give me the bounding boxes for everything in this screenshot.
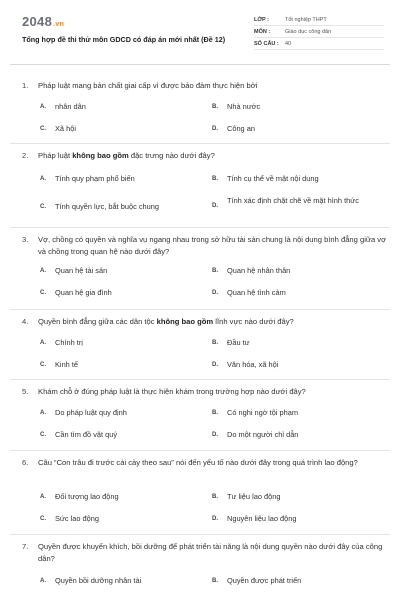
option-c[interactable]: C. Kinh tế	[40, 360, 79, 369]
question-divider	[10, 534, 390, 535]
question-divider	[10, 227, 390, 228]
question-text: Câu “Con trâu đi trước cái cày theo sau” nói đến yếu tố nào dưới đây trong quá trình lao động?	[38, 458, 358, 467]
option-b[interactable]: B. Tư liệu lao động	[212, 492, 281, 501]
option-b[interactable]: B. Nhà nước	[212, 102, 261, 111]
question-text: Vợ, chồng có quyền và nghĩa vụ ngang nhau trong sở hữu tài sản chung là nội dung bình đẳng giữa vợ và chồng trong quan hệ nào dưới đây?	[38, 235, 387, 256]
question-divider	[10, 143, 390, 144]
option-d[interactable]: D. Văn hóa, xã hội	[212, 360, 279, 369]
question-text: Quyền được khuyến khích, bồi dưỡng để phát triển tài năng là nội dung quyền nào dưới đây của công dân?	[38, 542, 383, 563]
option-d[interactable]: D. Công an	[212, 124, 255, 133]
option-a[interactable]: A. Đối tượng lao động	[40, 492, 119, 501]
option-b[interactable]: B. Quyền được phát triển	[212, 576, 302, 585]
question-text: Pháp luật không bao gồm đặc trưng nào dưới đây?	[38, 151, 215, 160]
info-row-class: LỚP : Tốt nghiệp THPT	[254, 14, 384, 26]
option-c[interactable]: C. Sức lao động	[40, 514, 99, 523]
option-d[interactable]: D. Quan hệ tình cảm	[212, 288, 286, 297]
question-divider	[10, 309, 390, 310]
question-2: 2. Pháp luật không bao gồm đặc trưng nào dưới đây?	[22, 151, 215, 160]
question-text: Khám chỗ ở đúng pháp luật là thực hiện khám trong trường hợp nào dưới đây?	[38, 387, 306, 396]
question-divider	[10, 450, 390, 451]
option-c[interactable]: C. Cần tìm đồ vật quý	[40, 430, 118, 439]
option-c[interactable]: C. Tính quyền lực, bắt buộc chung	[40, 202, 159, 211]
question-divider	[10, 379, 390, 380]
site-logo[interactable]: 2048.vn	[22, 14, 65, 29]
option-d[interactable]: D. Tính xác định chặt chẽ về mặt hình thức	[212, 196, 359, 209]
question-6: 6. Câu “Con trâu đi trước cái cày theo sau” nói đến yếu tố nào dưới đây trong quá trình lao động?	[22, 458, 358, 467]
option-c[interactable]: C. Xã hội	[40, 124, 76, 133]
question-3: 3. Vợ, chồng có quyền và nghĩa vụ ngang nhau trong sở hữu tài sản chung là nội dung bình đẳng giữa vợ và chồng trong quan hệ nào dưới đây?	[22, 235, 387, 256]
option-d[interactable]: D. Nguyên liệu lao động	[212, 514, 297, 523]
option-a[interactable]: A. nhân dân	[40, 102, 86, 111]
option-b[interactable]: B. Tính cụ thể về mặt nội dung	[212, 174, 319, 183]
option-a[interactable]: A. Quyền bồi dưỡng nhân tài	[40, 576, 142, 585]
option-b[interactable]: B. Có nghi ngờ tội phạm	[212, 408, 298, 417]
info-row-count: SỐ CÂU : 40	[254, 38, 384, 50]
question-7: 7. Quyền được khuyến khích, bồi dưỡng để phát triển tài năng là nội dung quyền nào dưới đây của công dân?	[22, 541, 388, 564]
option-a[interactable]: A. Do pháp luật quy định	[40, 408, 127, 417]
option-b[interactable]: B. Đầu tư	[212, 338, 250, 347]
question-text: Quyền bình đẳng giữa các dân tộc không bao gồm lĩnh vực nào dưới đây?	[38, 317, 294, 326]
question-1: 1. Pháp luật mang bản chất giai cấp vì được bảo đảm thực hiện bởi	[22, 81, 258, 90]
option-a[interactable]: A. Tính quy phạm phổ biến	[40, 174, 135, 183]
info-row-subject: MÔN : Giáo dục công dân	[254, 26, 384, 38]
page-header	[0, 0, 400, 62]
question-5: 5. Khám chỗ ở đúng pháp luật là thực hiện khám trong trường hợp nào dưới đây?	[22, 387, 306, 396]
option-a[interactable]: A. Quan hệ tài sản	[40, 266, 108, 275]
option-a[interactable]: A. Chính trị	[40, 338, 83, 347]
exam-title: Tổng hợp đề thi thử môn GDCD có đáp án mới nhất (Đề 12)	[22, 35, 226, 44]
option-c[interactable]: C. Quan hệ gia đình	[40, 288, 112, 297]
header-divider	[10, 64, 390, 65]
question-text: Pháp luật mang bản chất giai cấp vì được bảo đảm thực hiện bởi	[38, 81, 258, 90]
exam-info	[254, 14, 384, 50]
question-4: 4. Quyền bình đẳng giữa các dân tộc không bao gồm lĩnh vực nào dưới đây?	[22, 317, 294, 326]
option-d[interactable]: D. Do một người chỉ dẫn	[212, 430, 299, 439]
option-b[interactable]: B. Quan hệ nhân thân	[212, 266, 291, 275]
